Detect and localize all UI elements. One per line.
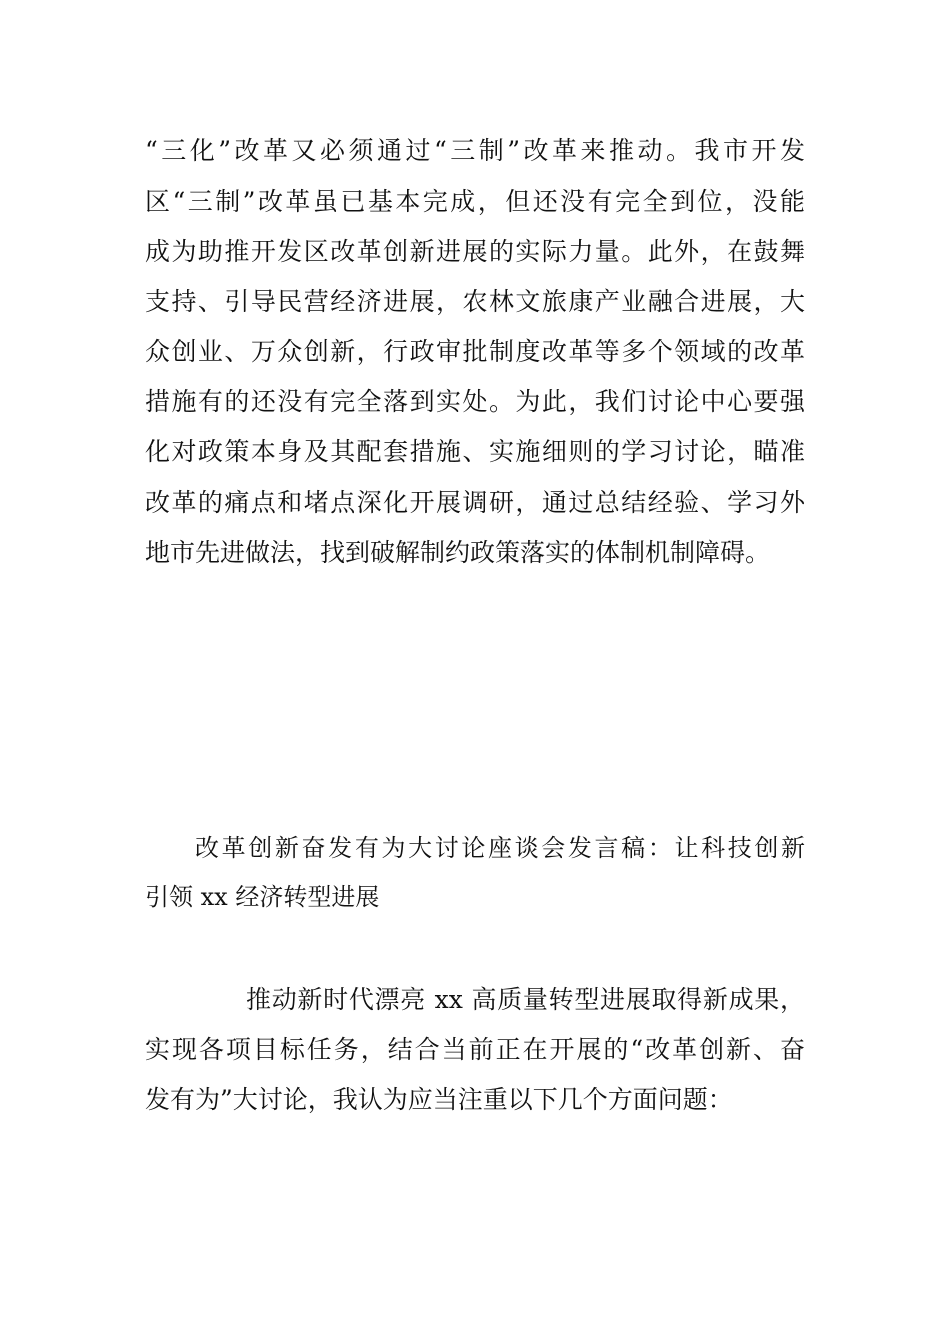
- text-line: 改革的痛点和堵点深化开展调研，通过总结经验、学习外: [145, 488, 805, 517]
- text-line: 支持、引导民营经济进展，农林文旅康产业融合进展，大: [145, 287, 805, 316]
- text-line: 区“三制”改革虽已基本完成，但还没有完全到位，没能: [145, 187, 805, 216]
- title-line: 引领 xx 经济转型进展: [145, 883, 380, 911]
- text-line: 推动新时代漂亮 xx 高质量转型进展取得新成果，: [246, 985, 805, 1014]
- text-line: 实现各项目标任务，结合当前正在开展的“改革创新、奋: [145, 1035, 805, 1064]
- title-line: 改革创新奋发有为大讨论座谈会发言稿：让科技创新: [195, 834, 805, 862]
- text-line: 化对政策本身及其配套措施、实施细则的学习讨论，瞄准: [145, 437, 805, 466]
- text-line: 地市先进做法，找到破解制约政策落实的体制机制障碍。: [145, 538, 771, 567]
- text-line: 措施有的还没有完全落到实处。为此，我们讨论中心要强: [145, 387, 805, 416]
- text-line: 成为助推开发区改革创新进展的实际力量。此外，在鼓舞: [145, 237, 805, 266]
- text-line: “三化”改革又必须通过“三制”改革来推动。我市开发: [145, 136, 805, 165]
- text-line: 众创业、万众创新，行政审批制度改革等多个领域的改革: [145, 337, 805, 366]
- text-line: 发有为”大讨论，我认为应当注重以下几个方面问题：: [145, 1085, 733, 1114]
